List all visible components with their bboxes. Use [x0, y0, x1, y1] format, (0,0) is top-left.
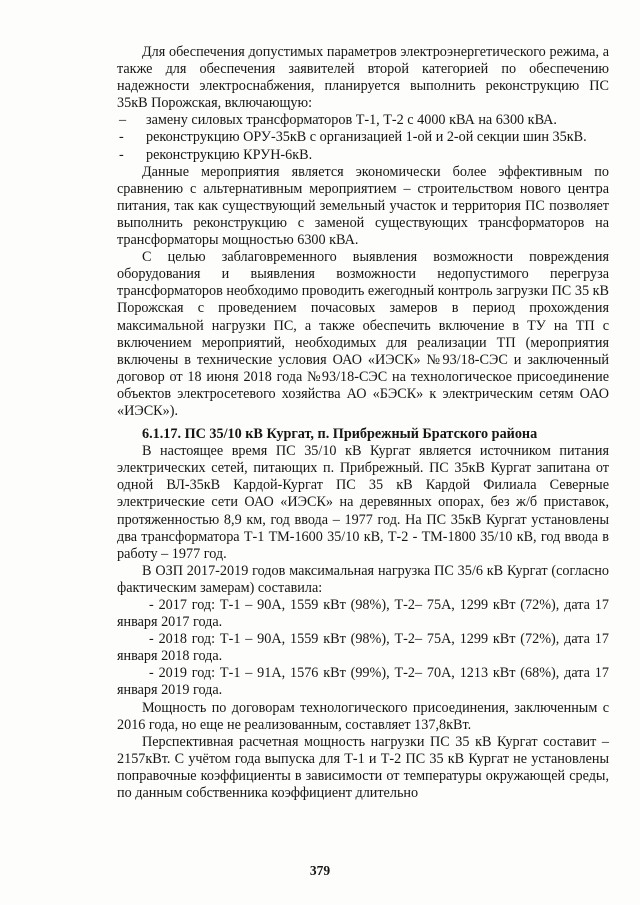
list-item [117, 147, 609, 164]
load-year-2017: - 2017 год: Т-1 – 90А, 1559 кВт (98%), Т-2– 75А, 1299 кВт (72%), дата 17 января 2017 года. [117, 597, 609, 631]
paragraph-efficiency: Данные мероприятия является экономически более эффективным по сравнению с альтернативным мероприятием – строительством нового центра питания, так как существующий земельный участок и территория ПС позволяет выполнить реконструкцию с заменой существующих трансформаторов на трансформаторы мощностью 6300 кВА. [117, 163, 609, 249]
bullet-marker: - [119, 129, 124, 146]
page-content [117, 44, 609, 802]
bullet-marker: – [119, 112, 127, 129]
bullet-marker: - [119, 146, 124, 163]
paragraph-intro: Для обеспечения допустимых параметров электроэнергетического режима, а также для обеспечения заявителей второй категорией по обеспечению надежности электроснабжения, планируется выполнить реконструкцию ПС 35кВ Порожская, включающую: [117, 44, 609, 112]
list-item [117, 129, 609, 146]
section-heading: 6.1.17. ПС 35/10 кВ Кургат, п. Прибрежный Братского района [142, 426, 538, 443]
paragraph-max-load: В ОЗП 2017-2019 годов максимальная нагрузка ПС 35/6 кВ Кургат (согласно фактическим замерам) составила: [117, 562, 609, 596]
paragraph-substation-info: В настоящее время ПС 35/10 кВ Кургат является источником питания электрических сетей, питающих п. Прибрежный. ПС 35кВ Кургат запитана от одной ВЛ-35кВ Кардой-Кургат ПС 35 кВ Кардой Филиала Северные электрические сети ОАО «ИЭСК» на деревянных опорах, без ж/б приставок, протяженностью 8,9 км, год ввода – 1977 год. На ПС 35кВ Кургат установлены два трансформатора Т-1 ТМ-1600 35/10 кВ, Т-2 - ТМ-1800 35/10 кВ, год ввода в работу – 1977 год. [117, 443, 609, 562]
load-year-2019: - 2019 год: Т-1 – 91А, 1576 кВт (99%), Т-2– 70А, 1213 кВт (68%), дата 17 января 2019 года. [117, 665, 609, 699]
paragraph-contracts: Мощность по договорам технологического присоединения, заключенным с 2016 года, но еще не реализованным, составляет 137,8кВт. [117, 699, 609, 733]
bullet-text: реконструкцию КРУН-6кВ. [146, 146, 313, 163]
paragraph-perspective: Перспективная расчетная мощность нагрузки ПС 35 кВ Кургат составит – 2157кВт. С учётом года выпуска для Т-1 и Т-2 ПС 35 кВ Кургат не установлены поправочные коэффициенты в зависимости от температуры окружающей среды, по данным собственника коэффициент длительно [117, 733, 609, 802]
load-year-2018: - 2018 год: Т-1 – 90А, 1559 кВт (98%), Т-2– 75А, 1299 кВт (72%), дата 17 января 2018 года. [117, 631, 609, 665]
page-number: 379 [309, 863, 331, 878]
bullet-text: реконструкцию ОРУ-35кВ с организацией 1-ой и 2-ой секции шин 35кВ. [146, 129, 587, 146]
list-item [117, 112, 609, 129]
bullet-text: замену силовых трансформаторов Т-1, Т-2 с 4000 кВА на 6300 кВА. [146, 112, 557, 129]
paragraph-monitoring: С целью заблаговременного выявления возможности повреждения оборудования и выявления возможности недопустимого перегруза трансформаторов необходимо проводить ежегодный контроль загрузки ПС 35 кВ Порожская с проведением почасовых замеров в период прохождения максимальной нагрузки ПС, а также обеспечить включение в ТУ на ТП с включением мероприятий, необходимых для реализации ТП (мероприятия включены в технические условия ОАО «ИЭСК» №93/18-СЭС и заключенный договор от 18 июня 2018 года №93/18-СЭС на технологическое присоединение объектов электросетевого хозяйства АО «БЭСК» к электрическим сетям ОАО «ИЭСК»). [117, 249, 609, 419]
